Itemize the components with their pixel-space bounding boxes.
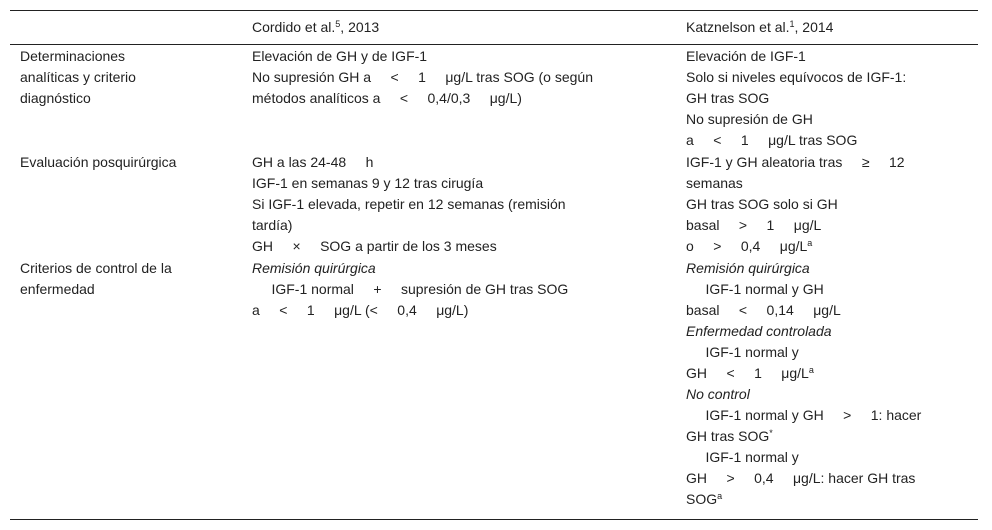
row-label-evaluacion: Evaluación posquirúrgica: [20, 154, 177, 170]
cell-r1-cordido: Elevación de GH y de IGF-1 No supresión GH a < 1 μg/L tras SOG (o según métodos analíticos a < 0,4/0,3 μg/L): [252, 48, 593, 106]
cell-r2-cordido: GH a las 24-48 h IGF-1 en semanas 9 y 12 tras cirugía Si IGF-1 elevada, repetir en 12 semanas (remisión tardía) GH × SOG a partir de los 3 meses: [252, 154, 566, 254]
header-cordido: Cordido et al.$^5$, 2013: [252, 19, 380, 35]
row-label-determinaciones: Determinaciones analíticas y criterio diagnóstico: [20, 48, 136, 106]
row-label-criterios: Criterios de control de la enfermedad: [20, 260, 172, 297]
cell-r3-katznelson: Remisión quirúrgica IGF-1 normal y GH basal < 0,14 μg/L Enfermedad controlada IGF-1 normal y GH < 1 $\mu g/L^a$ No control IGF-1 normal y GH > 1: hacer GH tras SOG* IGF-1 normal y GH > 0,4 μg/L: hacer GH tras SOG$^a$: [686, 260, 922, 507]
table-header-rule: [10, 44, 978, 45]
header-katznelson: Katznelson et al.$^1$, 2014: [686, 19, 834, 35]
cell-r1-katznelson: Elevación de IGF-1 Solo si niveles equívocos de IGF-1: GH tras SOG No supresión de GH a < 1 μg/L tras SOG: [686, 48, 907, 148]
table-top-rule: [10, 10, 978, 11]
cell-r2-katznelson: IGF-1 y GH aleatoria tras ≥ 12 semanas GH tras SOG solo si GH basal > 1 μg/L o > 0,4 $\mu g/L^a$: [686, 154, 905, 254]
table-bottom-rule: [10, 519, 978, 520]
cell-r3-cordido: Remisión quirúrgica IGF-1 normal + supresión de GH tras SOG a < 1 μg/L (< 0,4 μg/L): [252, 260, 569, 318]
